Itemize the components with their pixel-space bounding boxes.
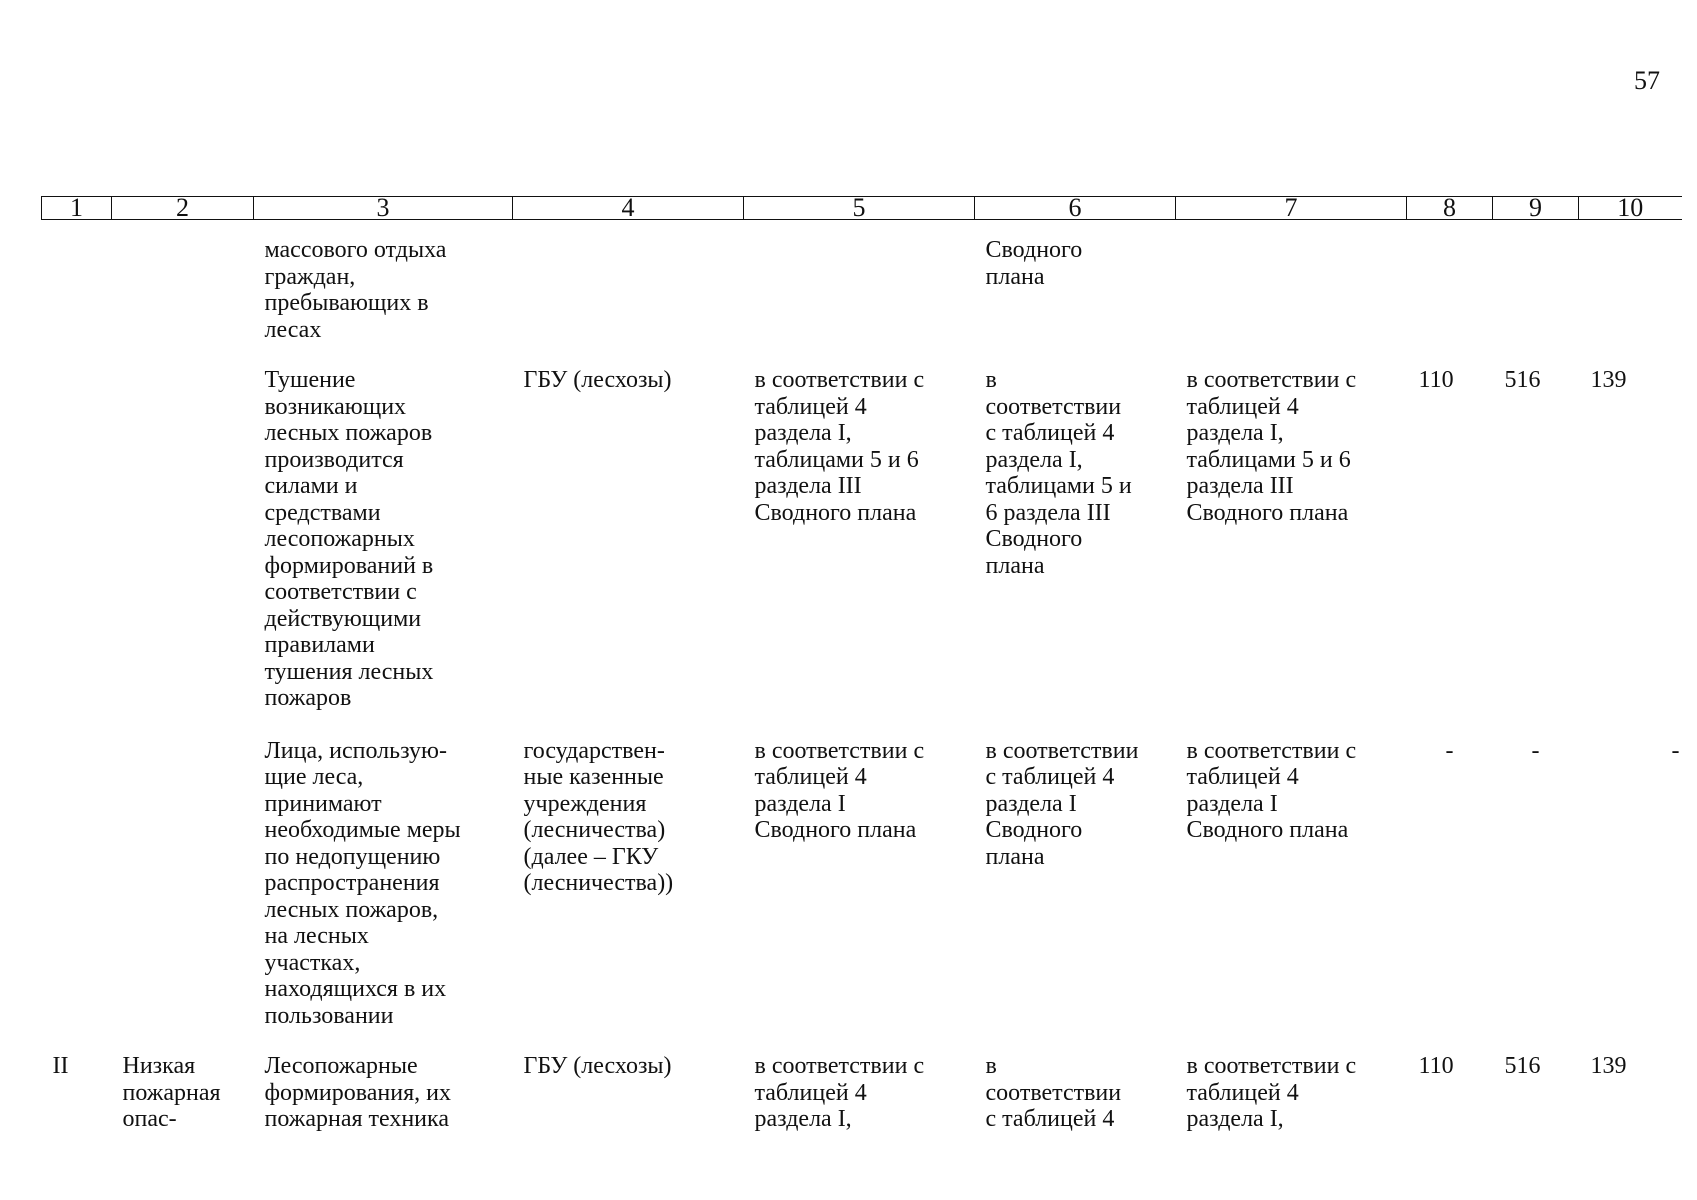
table-row: [42, 220, 1682, 344]
cell-number: [42, 343, 112, 712]
table-row: [42, 1029, 1682, 1133]
cell-col6: в соответствии с таблицей 4: [985, 1053, 1122, 1132]
cell-responsible: [513, 220, 744, 344]
cell-responsible: ГБУ (лесхозы): [523, 1053, 672, 1079]
cell-col8: 110: [1418, 1053, 1454, 1079]
cell-col5: в соответствии с таблицей 4 раздела I Сводного плана: [754, 737, 925, 843]
cell-col10: 139: [1590, 1053, 1627, 1079]
cell-col8: -: [1445, 737, 1454, 764]
cell-col10: -: [1671, 737, 1680, 764]
cell-fire-danger-class: [112, 712, 254, 1030]
cell-fire-danger-class: Низкая пожарная опас-: [122, 1053, 221, 1132]
cell-col7: в соответствии с таблицей 4 раздела I,: [1186, 1053, 1357, 1132]
cell-measure: Лесопожарные формирования, их пожарная техника: [264, 1053, 451, 1132]
cell-measure: массового отдыха граждан, пребывающих в лесах: [264, 237, 447, 343]
cell-col5: [744, 220, 975, 344]
cell-col6: в соответствии с таблицей 4 раздела I Сводного плана: [985, 737, 1139, 870]
cell-col9: [1493, 220, 1579, 344]
cell-col10: 139: [1590, 367, 1627, 393]
column-number-7: 7: [1176, 197, 1407, 220]
page-number: 57: [1634, 66, 1660, 95]
cell-col7: [1176, 220, 1407, 344]
table-row: [42, 343, 1682, 712]
column-number-4: 4: [513, 197, 744, 220]
cell-col10: [1579, 220, 1682, 344]
table-row: [42, 712, 1682, 1030]
column-number-row: [42, 197, 1682, 220]
column-number-1: 1: [42, 197, 112, 220]
cell-col6: в соответствии с таблицей 4 раздела I, таблицами 5 и 6 раздела III Сводного плана: [985, 367, 1132, 579]
cell-col9: 516: [1504, 1053, 1541, 1079]
cell-col8: 110: [1418, 367, 1454, 393]
cell-number: II: [52, 1053, 69, 1079]
column-number-6: 6: [975, 197, 1176, 220]
cell-measure: Лица, использую- щие леса, принимают необходимые меры по недопущению распространения лесных пожаров, на лесных участках, находящихся в их пользовании: [264, 737, 461, 1029]
cell-col5: в соответствии с таблицей 4 раздела I, таблицами 5 и 6 раздела III Сводного плана: [754, 367, 925, 526]
column-number-2: 2: [112, 197, 254, 220]
column-number-8: 8: [1407, 197, 1493, 220]
cell-col9: 516: [1504, 367, 1541, 393]
cell-col7: в соответствии с таблицей 4 раздела I Сводного плана: [1186, 737, 1357, 843]
cell-col7: в соответствии с таблицей 4 раздела I, таблицами 5 и 6 раздела III Сводного плана: [1186, 367, 1357, 526]
cell-number: [42, 220, 112, 344]
cell-measure: Тушение возникающих лесных пожаров производится силами и средствами лесопожарных формирований в соответствии с действующими правилами тушения лесных пожаров: [264, 367, 434, 711]
cell-col5: в соответствии с таблицей 4 раздела I,: [754, 1053, 925, 1132]
cell-fire-danger-class: [112, 343, 254, 712]
fire-safety-table: [41, 196, 1682, 1133]
cell-col8: [1407, 220, 1493, 344]
column-number-9: 9: [1493, 197, 1579, 220]
column-number-5: 5: [744, 197, 975, 220]
cell-col9: -: [1531, 737, 1540, 764]
cell-number: [42, 712, 112, 1030]
cell-col6: Сводного плана: [985, 237, 1083, 290]
cell-responsible: государствен- ные казенные учреждения (лесничества) (далее – ГКУ (лесничества)): [523, 737, 674, 896]
cell-responsible: ГБУ (лесхозы): [523, 367, 672, 393]
column-number-3: 3: [254, 197, 513, 220]
cell-fire-danger-class: [112, 220, 254, 344]
column-number-10: 10: [1579, 197, 1682, 220]
